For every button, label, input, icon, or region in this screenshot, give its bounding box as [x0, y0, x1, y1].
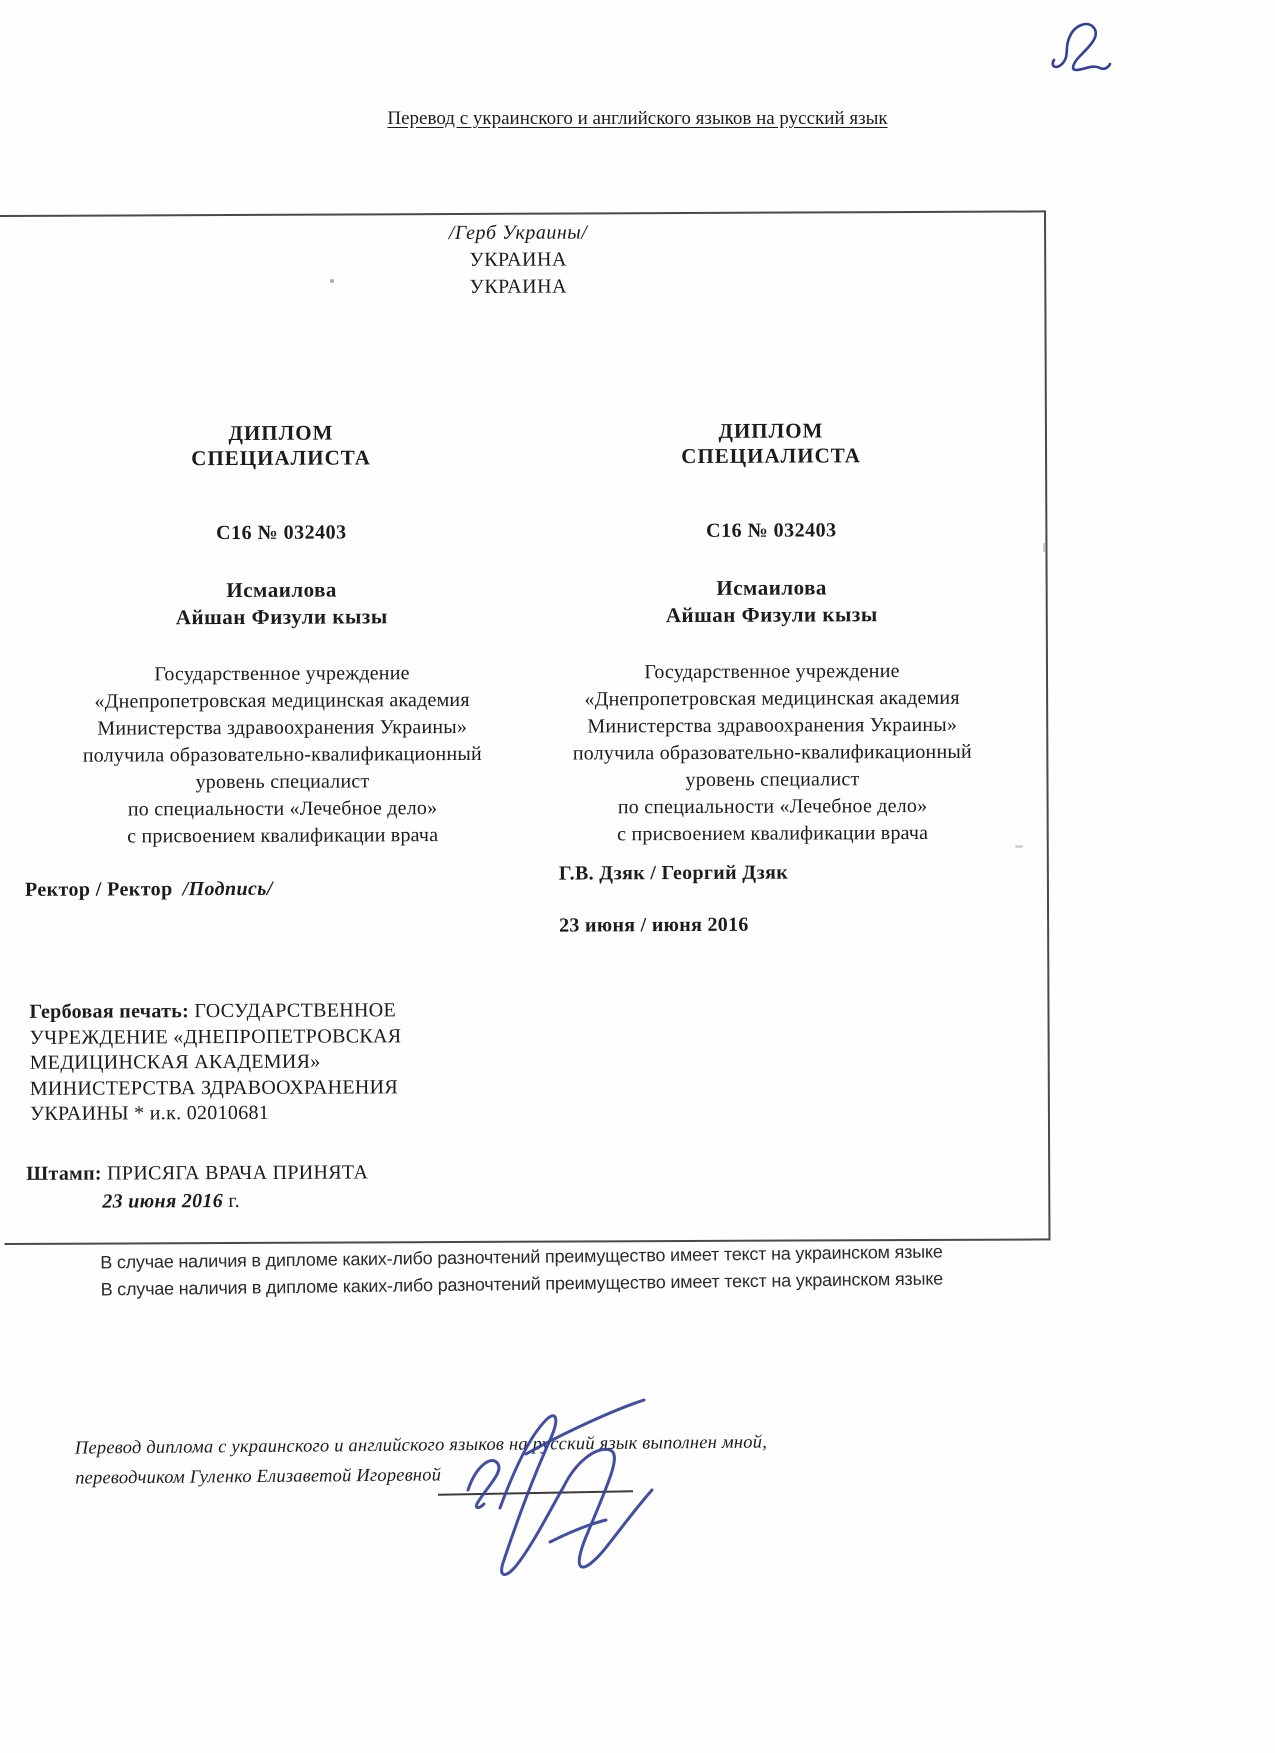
seal-text-line: УКРАИНЫ * и.к. 02010681	[29, 1101, 270, 1125]
seal-text-line: МИНИСТЕРСТВА ЗДРАВООХРАНЕНИЯ	[29, 1075, 399, 1100]
seal-description	[29, 998, 470, 1127]
translator-note-line: Перевод диплома с украинского и английского языков на русский язык выполнен мной,	[74, 1432, 768, 1459]
column-left	[31, 420, 533, 851]
emblem-note: /Герб Украины/	[448, 221, 588, 245]
signatory-name: Г.В. Дзяк / Георгий Дзяк	[558, 861, 789, 885]
translator-signature	[430, 1392, 690, 1597]
diploma-holder-name: Исмаилова Айшан Физули кызы	[665, 575, 878, 628]
country-line: УКРАИНА	[469, 275, 568, 298]
diploma-number: С16 № 032403	[706, 519, 837, 542]
diploma-number: С16 № 032403	[216, 521, 347, 545]
scan-speck	[1015, 845, 1023, 848]
signature-ink-icon	[430, 1392, 690, 1592]
translation-header	[0, 108, 1275, 130]
scan-speck	[330, 279, 334, 283]
handwritten-2-glyph	[1040, 14, 1120, 84]
stamp-text: ПРИСЯГА ВРАЧА ПРИНЯТА	[107, 1161, 369, 1185]
column-right	[531, 418, 1013, 849]
seal-text-line: УЧРЕЖДЕНИЕ «ДНЕПРОПЕТРОВСКАЯ	[29, 1024, 402, 1049]
diploma-box	[0, 210, 1050, 1245]
diploma-body-text: Государственное учреждение «Днепропетровская медицинская академия Министерства здравоохранения Украины» получила образовательно-квалификационный уровень специалист по специальности «Лечебное дело» с присвоением квалификации врача	[572, 660, 972, 846]
diploma-body-text: Государственное учреждение «Днепропетровская медицинская академия Министерства здравоохранения Украины» получила образовательно-квалификационный уровень специалист по специальности «Лечебное дело» с присвоением квалификации врача	[82, 662, 482, 848]
handwritten-page-number	[1040, 14, 1120, 84]
stamp-date-suffix: г.	[228, 1189, 240, 1213]
translator-note-line: переводчиком Гуленко Елизаветой Игоревной	[75, 1465, 442, 1489]
diploma-holder-name: Исмаилова Айшан Физули кызы	[175, 577, 388, 630]
rector-label: Ректор / Ректор	[24, 878, 173, 901]
stamp-label: Штамп:	[26, 1162, 102, 1185]
stamp-description	[26, 1158, 486, 1216]
diploma-title: ДИПЛОМ СПЕЦИАЛИСТА	[191, 420, 371, 471]
seal-label: Гербовая печать:	[29, 1000, 190, 1023]
emblem-block	[268, 219, 768, 302]
country-line: УКРАИНА	[469, 248, 567, 271]
stamp-date: 23 июня 2016	[102, 1190, 224, 1213]
translation-header-text: Перевод с украинского и английского языков на русский язык	[387, 108, 888, 129]
disclaimer-block	[61, 1238, 982, 1304]
seal-text-line: МЕДИЦИНСКАЯ АКАДЕМИЯ»	[29, 1050, 321, 1074]
seal-text-line: ГОСУДАРСТВЕННОЕ	[194, 999, 397, 1023]
rector-signature-line	[25, 878, 273, 902]
scan-speck	[1043, 543, 1046, 552]
signature-placeholder-note: /Подпись/	[182, 877, 273, 901]
disclaimer-line: В случае наличия в дипломе каких-либо разночтений преимущество имеет текст на украинском языке	[100, 1241, 943, 1273]
diploma-title: ДИПЛОМ СПЕЦИАЛИСТА	[681, 418, 861, 469]
signatory-date: 23 июня / июня 2016	[559, 913, 749, 937]
disclaimer-line: В случае наличия в дипломе каких-либо разночтений преимущество имеет текст на украинском языке	[100, 1268, 944, 1300]
